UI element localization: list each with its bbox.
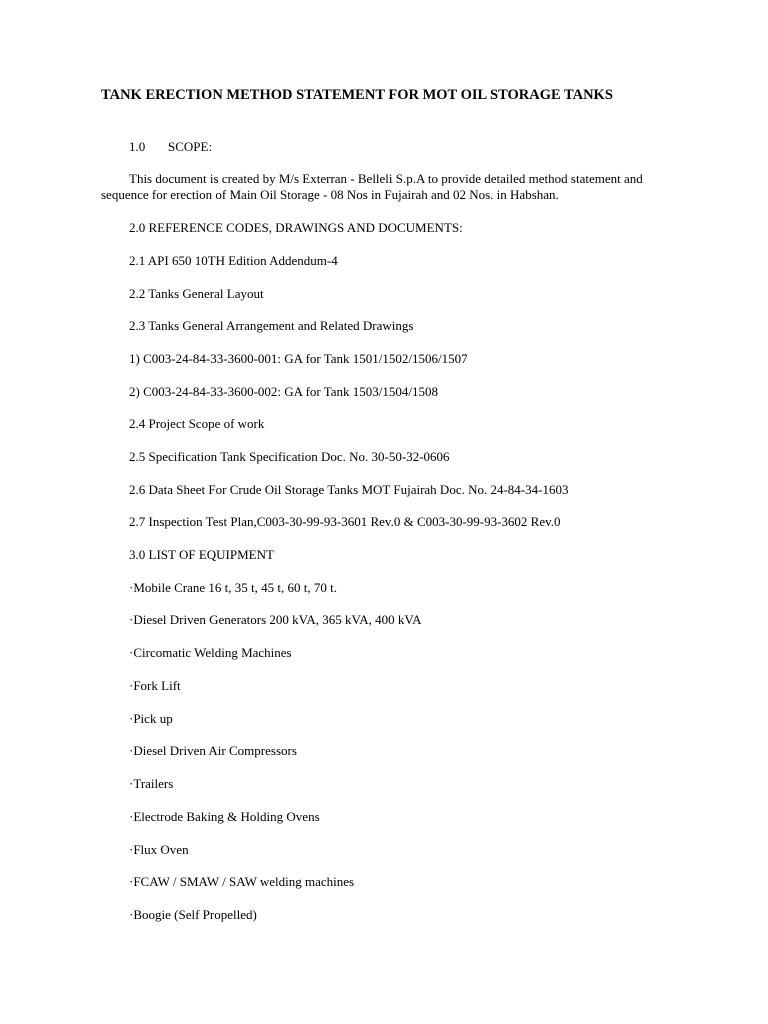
reference-item: 2.7 Inspection Test Plan,C003-30-99-93-3601 Rev.0 & C003-30-99-93-3602 Rev.0 [129,514,561,529]
equipment-item: ·Electrode Baking & Holding Ovens [129,809,320,824]
reference-item: 1) C003-24-84-33-3600-001: GA for Tank 1501/1502/1506/1507 [129,351,468,366]
reference-item: 2.5 Specification Tank Specification Doc. No. 30-50-32-0606 [129,449,450,464]
equipment-item: ·Circomatic Welding Machines [129,645,292,660]
equipment-item: ·Trailers [129,776,174,791]
scope-heading: SCOPE: [168,139,213,154]
reference-item: 2.4 Project Scope of work [129,416,265,431]
document-title: TANK ERECTION METHOD STATEMENT FOR MOT OIL STORAGE TANKS [101,87,613,103]
scope-number: 1.0 [129,139,146,154]
reference-item: 2.6 Data Sheet For Crude Oil Storage Tanks MOT Fujairah Doc. No. 24-84-34-1603 [129,482,569,497]
references-heading: 2.0 REFERENCE CODES, DRAWINGS AND DOCUMENTS: [129,220,463,235]
reference-item: 2.3 Tanks General Arrangement and Related Drawings [129,318,414,333]
scope-paragraph: This document is created by M/s Exterran - Belleli S.p.A to provide detailed method statement and sequence for erection of Main Oil Storage - 08 Nos in Fujairah and 02 Nos. in Habshan. [101,171,643,202]
equipment-item: ·Fork Lift [129,678,181,693]
equipment-item: ·Diesel Driven Generators 200 kVA, 365 kVA, 400 kVA [129,612,422,627]
equipment-item: ·Pick up [129,711,173,726]
reference-item: 2.1 API 650 10TH Edition Addendum-4 [129,253,338,268]
equipment-item: ·FCAW / SMAW / SAW welding machines [129,874,355,889]
equipment-item: ·Diesel Driven Air Compressors [129,743,297,758]
reference-item: 2) C003-24-84-33-3600-002: GA for Tank 1503/1504/1508 [129,384,439,399]
reference-item: 2.2 Tanks General Layout [129,286,264,301]
equipment-item: ·Boogie (Self Propelled) [129,907,257,922]
equipment-item: ·Mobile Crane 16 t, 35 t, 45 t, 60 t, 70 t. [129,580,337,595]
equipment-heading: 3.0 LIST OF EQUIPMENT [129,547,274,562]
equipment-item: ·Flux Oven [129,842,189,857]
